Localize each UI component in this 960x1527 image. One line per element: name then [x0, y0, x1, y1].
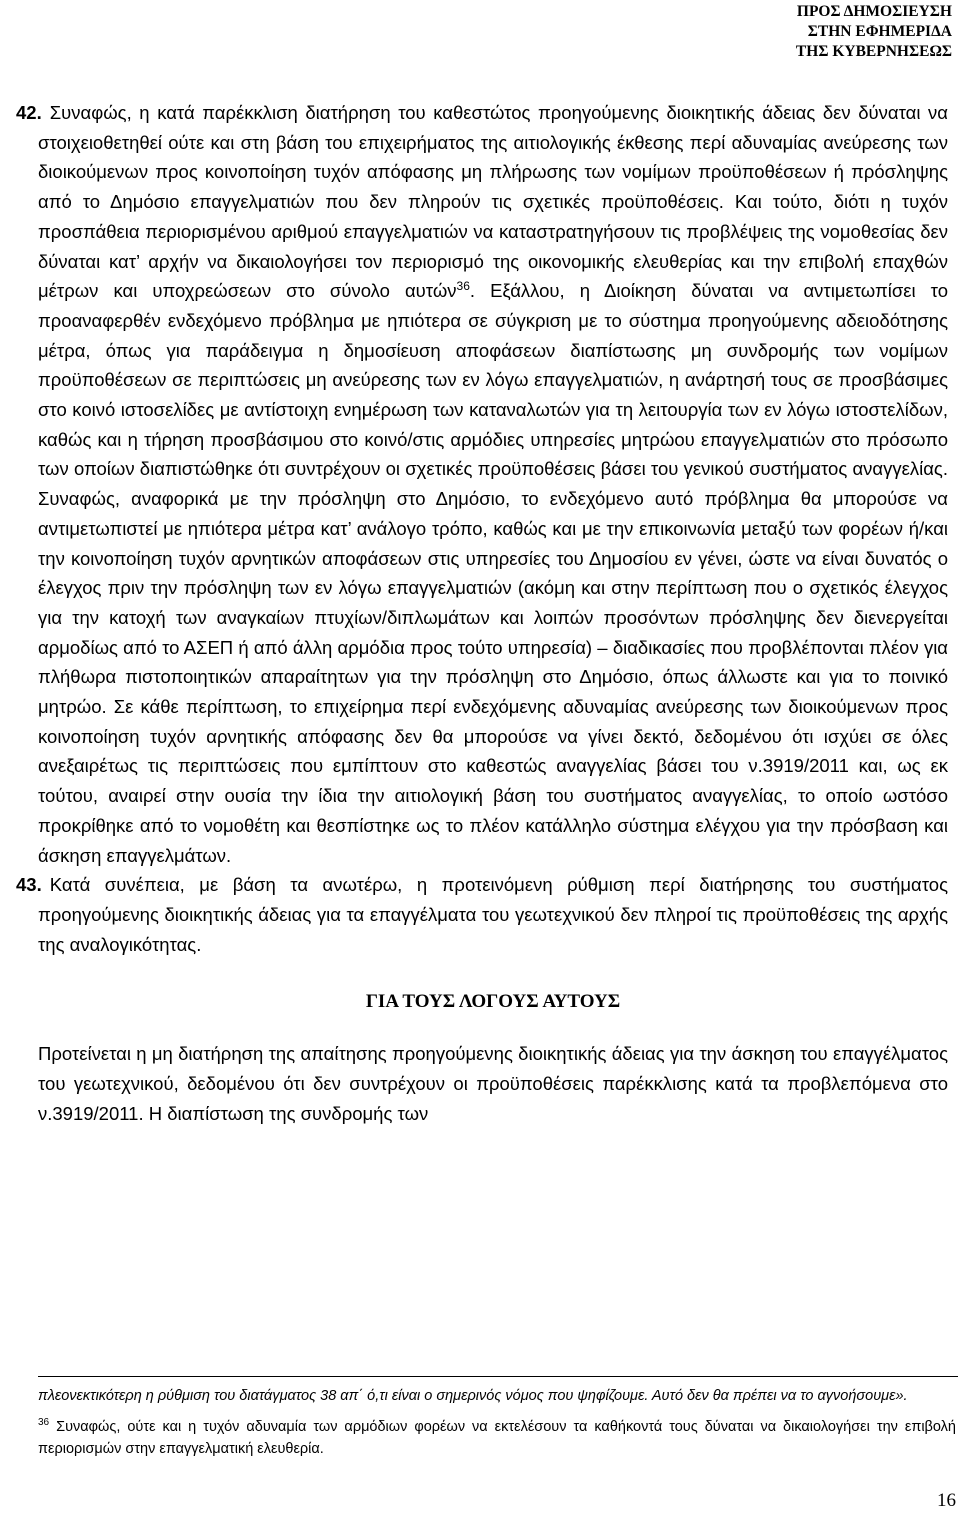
section-heading: ΓΙΑ ΤΟΥΣ ΛΟΓΟΥΣ ΑΥΤΟΥΣ: [365, 991, 621, 1013]
paragraph-text: Κατά συνέπεια, με βάση τα ανωτέρω, η προτεινόμενη ρύθμιση περί διατήρησης του συστήματος προηγούμενης διοικητικής άδειας για τα επαγγέλματα του γεωτεχνικού δεν πληροί τις προϋποθέσεις της αρχής της αναλογικότητας.: [38, 874, 948, 955]
paragraph-number: 42.: [16, 102, 42, 123]
footnotes: [38, 1385, 956, 1461]
header-line-1: ΠΡΟΣ ΔΗΜΟΣΙΕΥΣΗ: [796, 3, 952, 20]
footnote-continued: πλεονεκτικότερη η ρύθμιση του διατάγματος 38 απ΄ ό,τι είναι ο σημερινός νόμος που ψηφίζουμε. Αυτό δεν θα πρέπει να το αγνοήσουμε».: [38, 1388, 908, 1404]
header-line-2: ΣΤΗΝ ΕΦΗΜΕΡΙΔΑ: [807, 23, 952, 40]
paragraph-42: [16, 98, 948, 870]
footnote-reference-36[interactable]: 36: [456, 279, 470, 294]
page-number: 16: [937, 1490, 956, 1511]
header-line-3: ΤΗΣ ΚΥΒΕΡΝΗΣΕΩΣ: [795, 43, 952, 60]
publication-header: [796, 2, 952, 62]
paragraph-text-part-2: . Εξάλλου, η Διοίκηση δύναται να αντιμετωπίσει το προαναφερθέν ενδεχόμενο πρόβλημα με ηπιότερα σε σύγκριση με το σύστημα προηγούμενης αδειοδότησης μέτρα, όπως για παράδειγμα η δημοσίευση αποφάσεων διαπίστωσης μη συνδρομής των νομίμων προϋποθέσεων σε περιπτώσεις μη ανεύρεσης των εν λόγω επαγγελματιών, η ανάρτησή τους σε προσβάσιμες στο κοινό ιστοσελίδες με αντίστοιχη ενημέρωση των καταναλωτών για τη λειτουργία των εν λόγω ιστοστελίδων, καθώς και η τήρηση προσβάσιμου στο κοινό/στις αρμόδιες υπηρεσίες μητρώου επαγγελματιών στο πρόσωπο των οποίων διαπιστώθηκε ότι συντρέχουν οι σχετικές προϋποθέσεις βάσει του γενικού συστήματος αναγγελίας. Συναφώς, αναφορικά με την πρόσληψη στο Δημόσιο, το ενδεχόμενο αυτό πρόβλημα θα μπορούσε να αντιμετωπιστεί με ηπιότερα μέτρα κατ’ ανάλογο τρόπο, καθώς και με την επικοινωνία μεταξύ των φορέων ή/και την κοινοποίηση τυχόν αρνητικών αποφάσεων στις υπηρεσίες του Δημοσίου εν γένει, ώστε να είναι δυνατός ο έλεγχος πριν την πρόσληψη των εν λόγω επαγγελματιών (ακόμη και στην περίπτωση που ο σχετικός έλεγχος για την κατοχή των αναγκαίων πτυχίων/διπλωμάτων και λοιπών προσόντων πρόσληψης δεν διενεργείται αρμοδίως από το ΑΣΕΠ ή από άλλη αρμόδια προς τούτο υπηρεσία) – διαδικασίες που προβλέπονται πλέον για πλήθωρα πιστοποιητικών απαραίτητων για την πρόσληψη στο Δημόσιο, όπως άλλωστε και για το ποινικό μητρώο. Σε κάθε περίπτωση, το επιχείρημα περί ενδεχόμενης αδυναμίας ανεύρεσης των διοικούμενων προς κοινοποίηση τυχόν αρνητικής απόφασης δεν θα μπορούσε να γίνει δεκτό, δεδομένου ότι ισχύει σε όλες ανεξαιρέτως τις περιπτώσεις που εμπίπτουν στο καθεστώς αναγγελίας βάσει του ν.3919/2011 και, ως εκ τούτου, αναιρεί στην ουσία την ίδια την αιτιολογική βάση του συστήματος αναγγελίας, το οποίο ωστόσο προκρίθηκε από το νομοθέτη και θεσπίστηκε ως το πλέον κατάλληλο σύστημα ελέγχου για την πρόσβαση και άσκηση επαγγελμάτων.: [38, 280, 948, 866]
paragraph-number: 43.: [16, 874, 42, 896]
footnote-text: Συναφώς, ούτε και η τυχόν αδυναμία των αρμόδιων φορέων να εκτελέσουν τα καθήκοντά τους δύναται να δικαιολογήσει την επιβολή περιορισμών στην επαγγελματική ελευθερία.: [38, 1418, 956, 1457]
main-text: [16, 98, 948, 1128]
conclusion-paragraph: Προτείνεται η μη διατήρηση της απαίτησης προηγούμενης διοικητικής άδειας για την άσκηση του επαγγέλματος του γεωτεχνικού, δεδομένου ότι δεν συντρέχουν οι προϋποθέσεις παρέκκλισης κατά τα προβλεπόμενα στο ν.3919/2011. Η διαπίστωση της συνδρομής των: [38, 1043, 948, 1124]
footnote-36: [38, 1416, 956, 1461]
footnote-separator: [38, 1376, 958, 1377]
footnote-number: 36: [38, 1416, 50, 1428]
paragraph-text-part-1: Συναφώς, η κατά παρέκκλιση διατήρηση του καθεστώτος προηγούμενης διοικητικής άδειας δεν δύναται να στοιχειοθετηθεί ούτε και στη βάση του επιχειρήματος της αιτιολογικής έκθεσης περί αδυναμίας ανεύρεσης των διοικούμενων προς κοινοποίηση τυχόν απόφασης μη πλήρωσης των νομίμων προϋποθέσεων ή πρόσληψης από το Δημόσιο επαγγελματιών που δεν πληρούν τις σχετικές προϋποθέσεις. Και τούτο, διότι η τυχόν προσπάθεια περιορισμένου αριθμού επαγγελματιών να καταστρατηγήσουν τις προβλέψεις της νομοθεσίας δεν δύναται κατ’ αρχήν να δικαιολογήσει τον περιορισμό της οικονομικής ελευθερίας και την επιβολή επαχθών μέτρων και υποχρεώσεων στο σύνολο αυτών: [38, 102, 948, 302]
paragraph-43: [16, 870, 948, 959]
